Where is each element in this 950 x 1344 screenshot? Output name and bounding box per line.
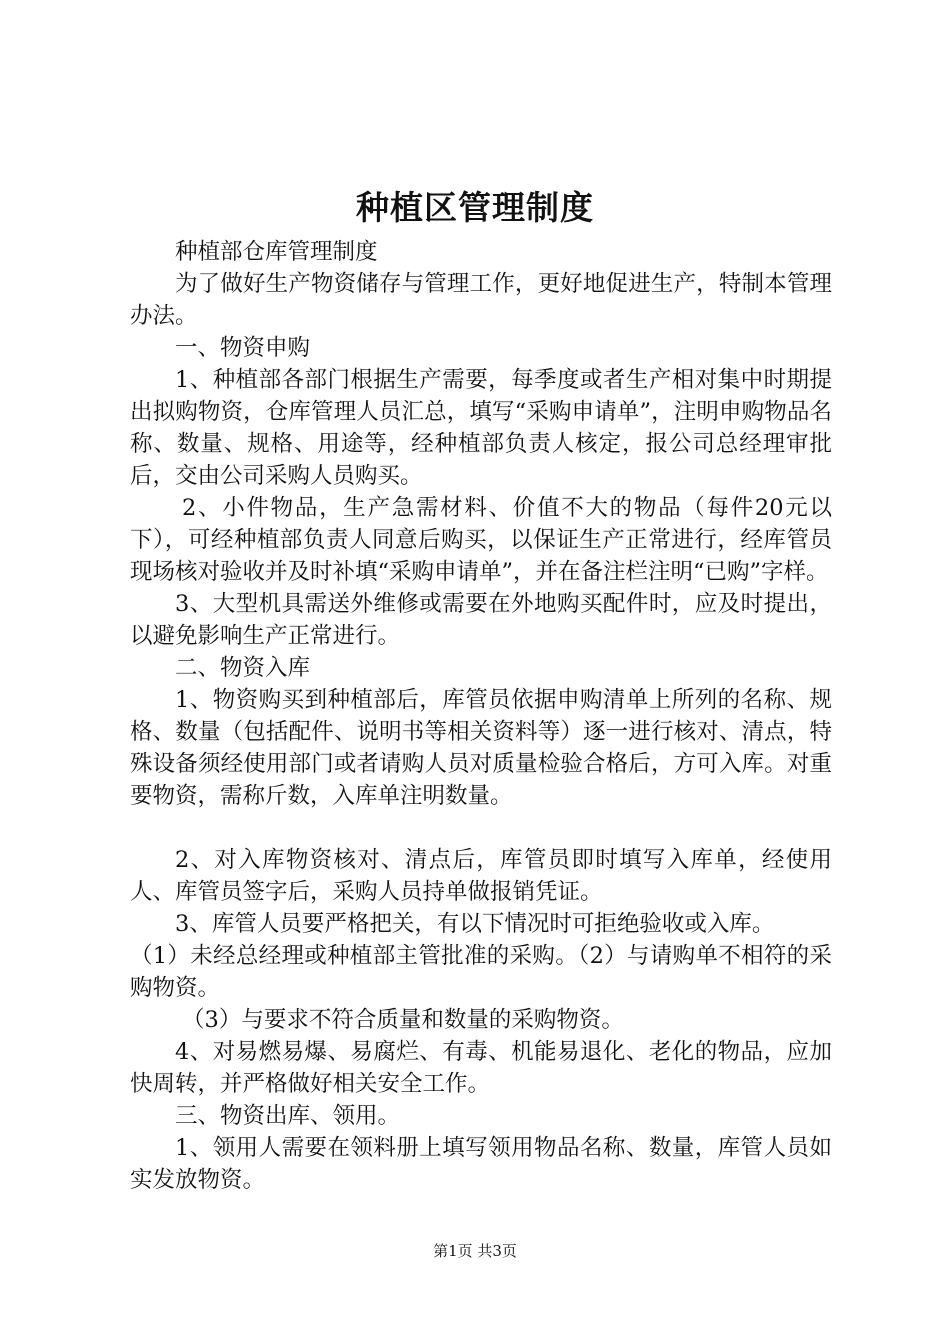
paragraph-gap (130, 812, 832, 844)
outbound-item-1: 1、领用人需要在领料册上填写领用物品名称、数量，库管人员如实发放物资。 (130, 1135, 832, 1193)
section-heading-outbound: 三、物资出库、领用。 (175, 1103, 401, 1129)
section-heading-inbound: 二、物资入库 (175, 655, 311, 681)
inbound-item-3: 3、库管人员要严格把关，有以下情况时可拒绝验收或入库。 (175, 911, 775, 937)
inbound-item-4: 4、对易燃易爆、易腐烂、有毒、机能易退化、老化的物品，应加快周转，并严格做好相关安全工作。 (130, 1039, 832, 1097)
document-title: 种植区管理制度 (356, 188, 594, 227)
inbound-item-1: 1、物资购买到种植部后，库管员依据申购清单上所列的名称、规格、数量（包括配件、说明书等相关资料等）逐一进行核对、清点，特殊设备须经使用部门或者请购人员对质量检验合格后，方可入库。对重要物资，需称斤数，入库单注明数量。 (130, 687, 832, 809)
inbound-rejection-3: （3）与要求不符合质量和数量的采购物资。 (182, 1007, 624, 1033)
intro-paragraph: 为了做好生产物资储存与管理工作，更好地促进生产，特制本管理办法。 (130, 271, 832, 329)
inbound-rejection-list: （1）未经总经理或种植部主管批准的采购。（2）与请购单不相符的采购物资。 (130, 943, 832, 1001)
document-body (130, 236, 832, 1196)
purchase-item-3: 3、大型机具需送外维修或需要在外地购买配件时，应及时提出，以避免影响生产正常进行。 (130, 591, 832, 649)
purchase-item-2: 2、小件物品，生产急需材料、价值不大的物品（每件20元以下），可经种植部负责人同意后购买，以保证生产正常进行，经库管员现场核对验收并及时补填“采购申请单”，并在备注栏注明“已购”字样。 (130, 495, 832, 585)
subtitle-paragraph: 种植部仓库管理制度 (175, 239, 378, 265)
page-footer: 第1页 共3页 (433, 1242, 517, 1260)
purchase-item-1: 1、种植部各部门根据生产需要，每季度或者生产相对集中时期提出拟购物资，仓库管理人员汇总，填写“采购申请单”，注明申购物品名称、数量、规格、用途等，经种植部负责人核定，报公司总经理审批后，交由公司采购人员购买。 (130, 367, 832, 489)
section-heading-purchase: 一、物资申购 (175, 335, 311, 361)
inbound-item-2: 2、对入库物资核对、清点后，库管员即时填写入库单，经使用人、库管员签字后，采购人员持单做报销凭证。 (130, 847, 832, 905)
